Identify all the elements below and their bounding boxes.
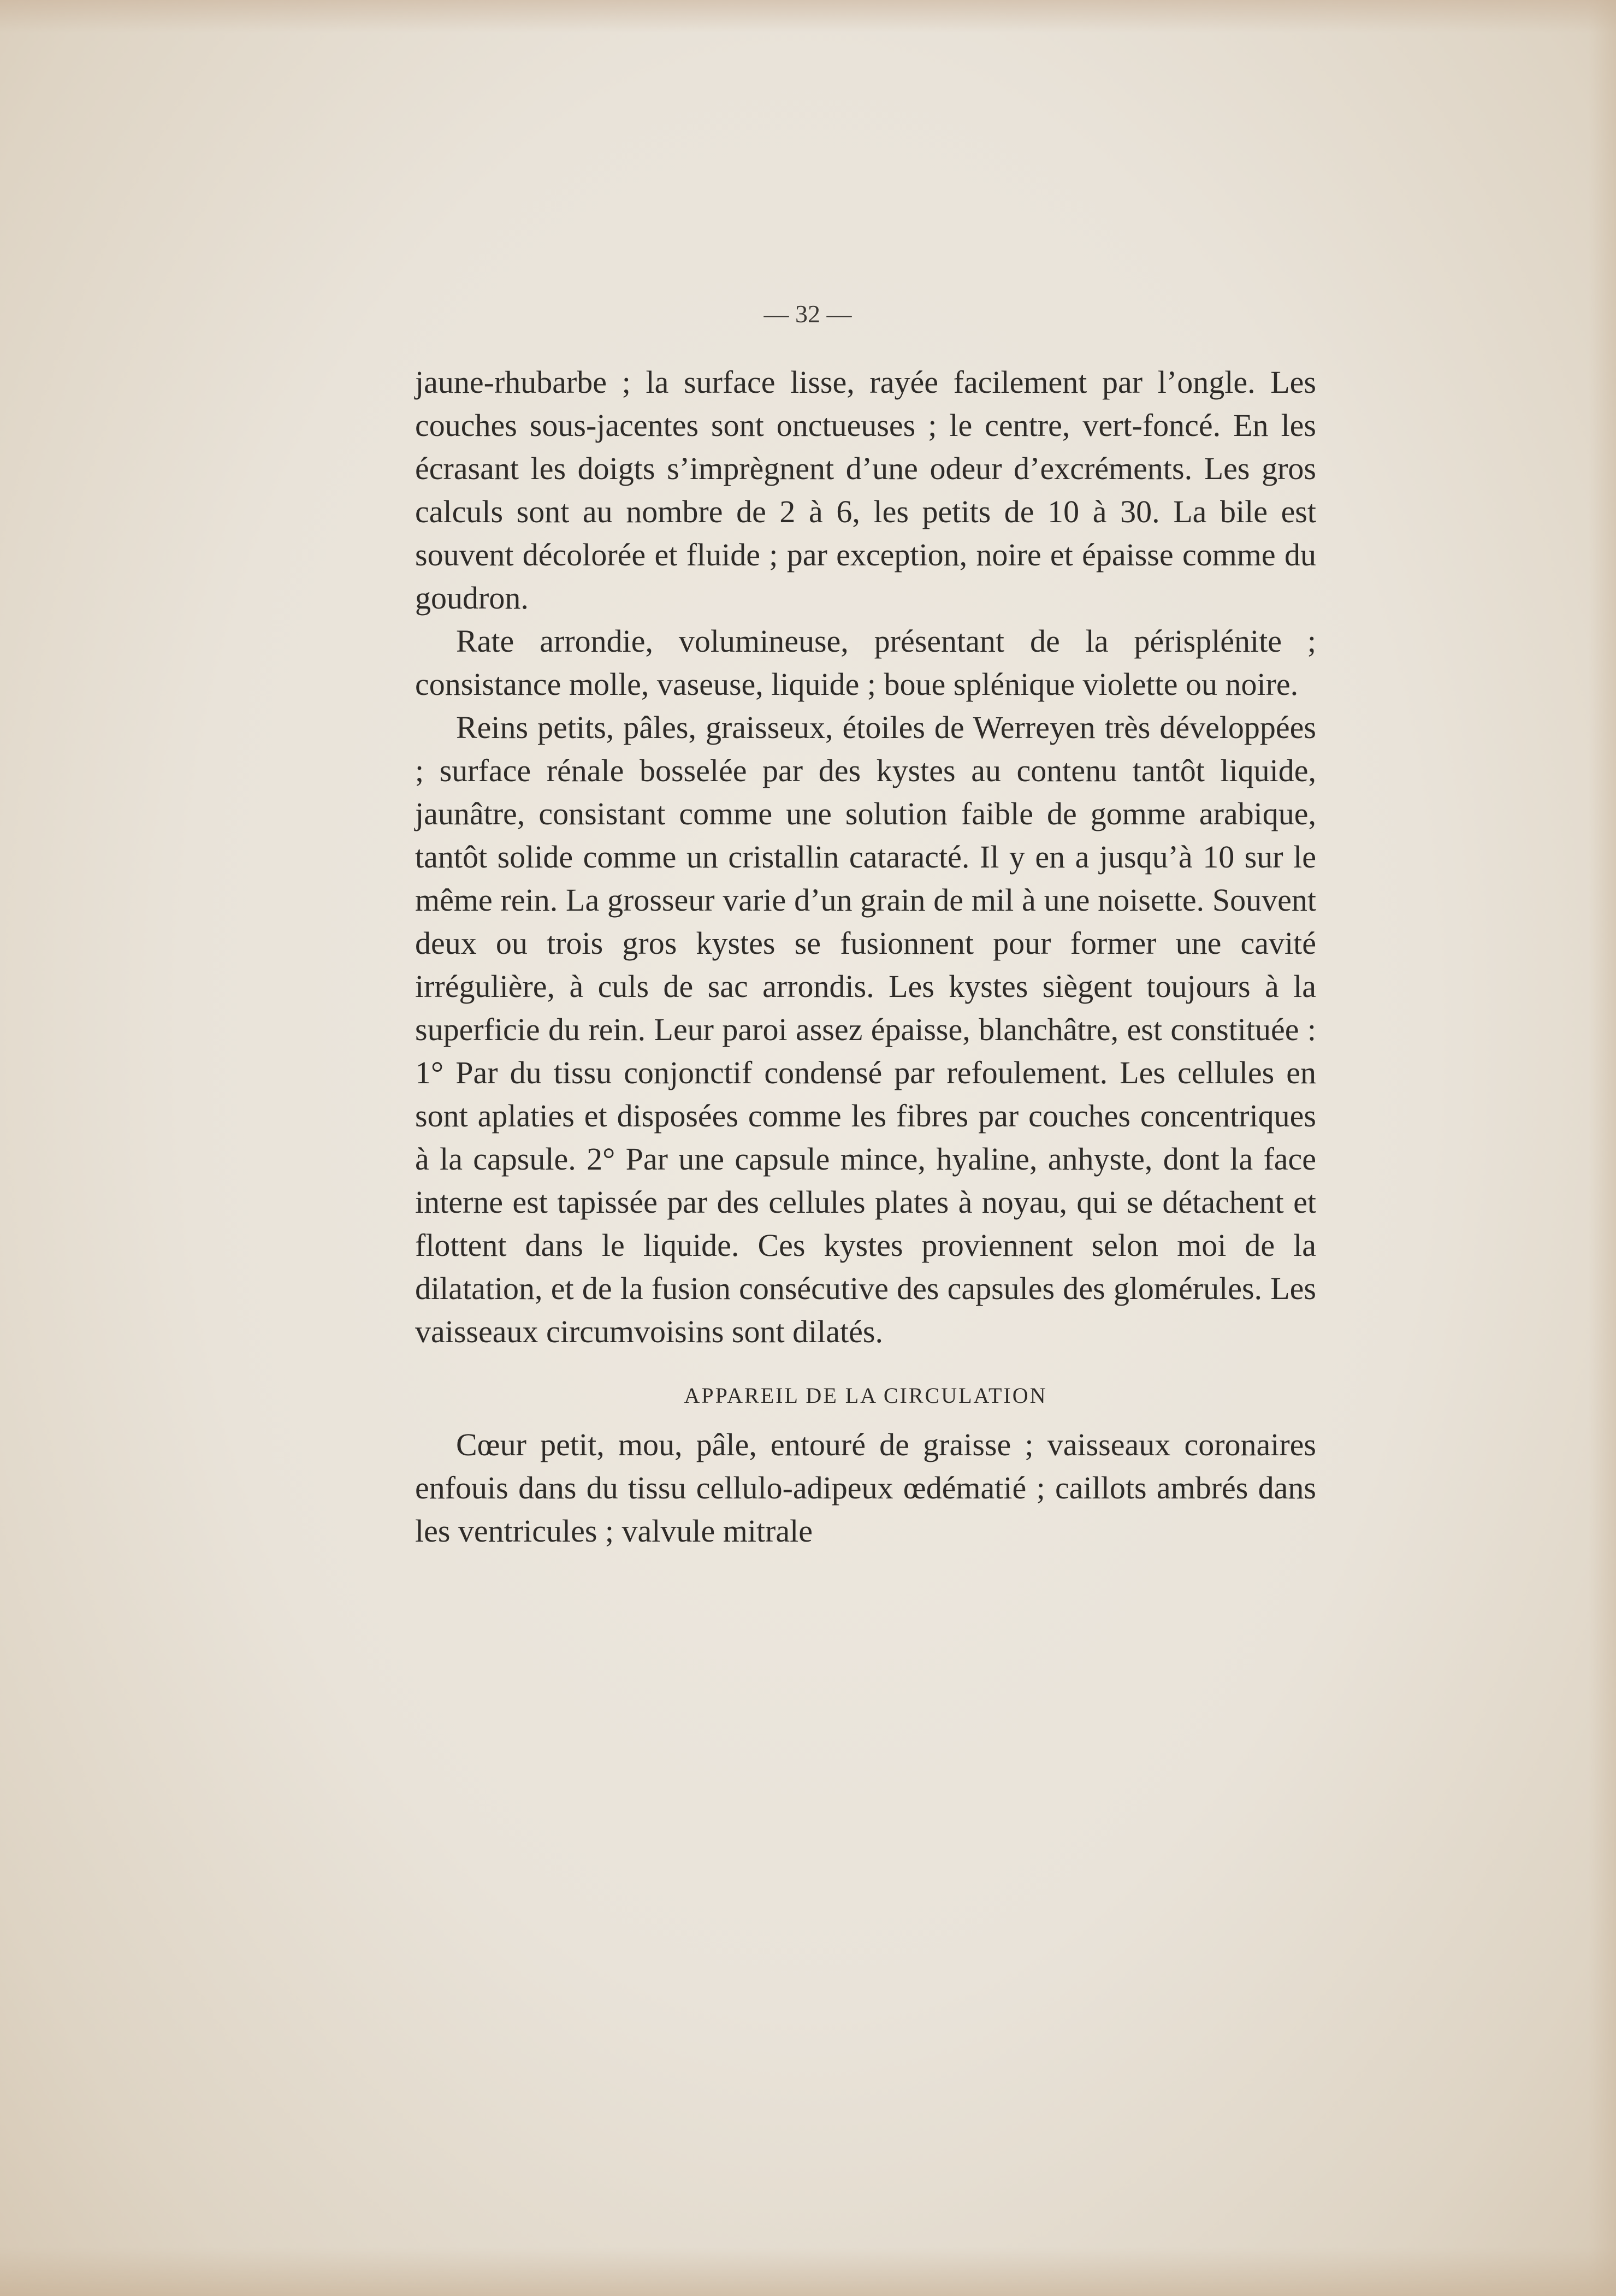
page-number: — 32 — <box>763 300 852 328</box>
section-heading: APPAREIL DE LA CIRCULATION <box>684 1383 1047 1408</box>
page-edge-top <box>0 0 1616 33</box>
paragraph-heart: Cœur petit, mou, pâle, entouré de graisse ; vaisseaux coronaires enfouis dans du tissu cellulo-adipeux œdématié ; caillots ambrés dans les ventricules ; valvule mitrale <box>415 1427 1316 1549</box>
paragraph-spleen: Rate arrondie, volumineuse, présentant de la périsplénite ; consistance molle, vaseuse, liquide ; boue splénique violette ou noire. <box>415 623 1316 702</box>
page-edge-right <box>1589 0 1616 2296</box>
paragraph-kidneys: Reins petits, pâles, graisseux, étoiles de Werreyen très développées ; surface rénale bosselée par des kystes au contenu tantôt liquide, jaunâtre, consistant comme une solution faible de gomme arabique, tantôt solide comme un cristallin cataracté. Il y en a jusqu’à 10 sur le même rein. La grosseur varie d’un grain de mil à une noisette. Souvent deux ou trois gros kystes se fusionnent pour former une cavité irrégulière, à culs de sac arrondis. Les kystes siègent toujours à la superficie du rein. Leur paroi assez épaisse, blanchâtre, est constituée : 1° Par du tissu conjonctif condensé par refoulement. Les cellules en sont aplaties et disposées comme les fibres par couches concentriques à la capsule. 2° Par une capsule mince, hyaline, anhyste, dont la face interne est tapissée par des cellules plates à noyau, qui se détachent et flottent dans le liquide. Ces kystes proviennent selon moi de la dilatation, et de la fusion consécutive des capsules des glomérules. Les vaisseaux circumvoisins sont dilatés. <box>415 710 1316 1349</box>
body-text <box>415 361 1316 1553</box>
paragraph-gallbladder: jaune-rhubarbe ; la surface lisse, rayée facilement par l’ongle. Les couches sous-jacentes sont onctueuses ; le centre, vert-foncé. En les écrasant les doigts s’imprègnent d’une odeur d’excréments. Les gros calculs sont au nombre de 2 à 6, les petits de 10 à 30. La bile est souvent décolorée et fluide ; par exception, noire et épaisse comme du goudron. <box>415 364 1316 616</box>
page-edge-bottom <box>0 2247 1616 2296</box>
